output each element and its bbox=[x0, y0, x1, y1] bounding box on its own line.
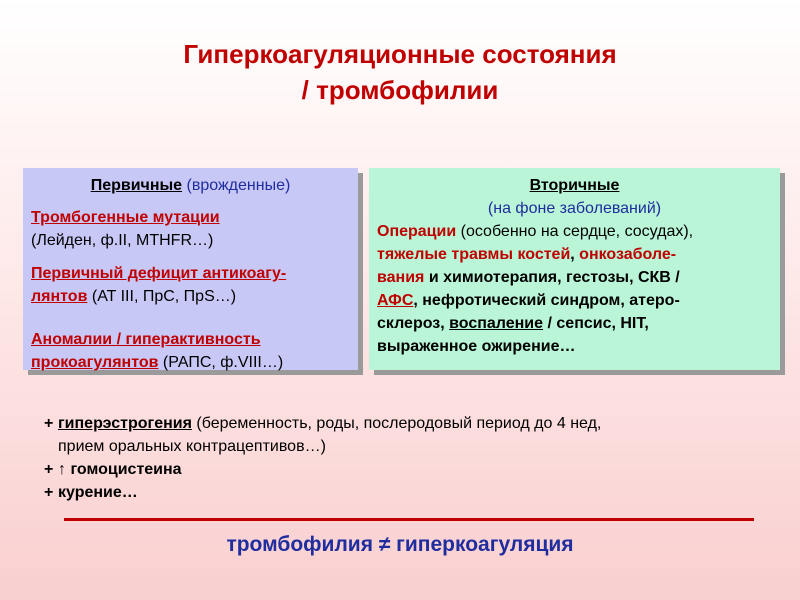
chemo-text: и химиотерапия, гестозы, СКВ / bbox=[428, 269, 680, 286]
hyperestrogenism-term: гиперэстрогения bbox=[58, 415, 192, 432]
afs-term: АФС bbox=[377, 292, 414, 309]
plus-icon: + bbox=[44, 484, 54, 501]
procoag-detail: (РАПС, ф.VIII…) bbox=[162, 354, 284, 371]
secondary-header bbox=[377, 174, 772, 220]
slide-title-line2: / тромбофилии bbox=[301, 75, 499, 105]
operations-term: Операции bbox=[377, 223, 457, 240]
additional-factors-list bbox=[44, 412, 784, 504]
secondary-line-1 bbox=[377, 220, 772, 243]
secondary-line-3 bbox=[377, 266, 772, 289]
primary-item-mutations bbox=[31, 206, 350, 252]
up-arrow-icon: ↑ bbox=[58, 461, 66, 478]
sepsis-text: / сепсис, HIT, bbox=[547, 315, 649, 332]
secondary-line-2: тяжелые травмы костей, онкозаболе- bbox=[377, 246, 677, 263]
sclerosis-text: склероз, bbox=[377, 315, 445, 332]
conclusion-statement: тромбофилия ≠ гиперкоагуляция bbox=[226, 533, 574, 556]
hyperestrogenism-detail: (беременность, роды, послеродовый период до 4 нед, bbox=[196, 415, 602, 432]
plus-icon: + bbox=[44, 415, 54, 432]
secondary-line-4 bbox=[377, 289, 772, 312]
secondary-heading-note: (на фоне заболеваний) bbox=[487, 200, 662, 217]
inflammation-term: воспаление bbox=[449, 315, 544, 332]
trauma-term: тяжелые травмы костей bbox=[377, 246, 571, 263]
secondary-line-6: выраженное ожирение… bbox=[377, 338, 576, 355]
hyperestrogenism-detail-line2: прием оральных контрацептивов…) bbox=[58, 438, 326, 455]
slide-title-line1: Гиперкоагуляционные состояния bbox=[183, 39, 617, 69]
secondary-line-5 bbox=[377, 312, 772, 335]
homocysteine-term: гомоцистеина bbox=[70, 461, 182, 478]
operations-note: (особенно на сердце, сосудах), bbox=[460, 223, 694, 240]
mutations-term: Тромбогенные мутации bbox=[31, 209, 220, 226]
mutations-detail: (Лейден, ф.II, MTHFR…) bbox=[31, 232, 214, 249]
oncology-term-line1: онкозаболе- bbox=[579, 246, 677, 263]
oncology-term-line2: вания bbox=[377, 269, 425, 286]
procoag-term-line1: Аномалии / гиперактивность bbox=[31, 331, 261, 348]
primary-header bbox=[31, 174, 350, 197]
secondary-box bbox=[369, 168, 780, 370]
bullet-hyperestrogenism bbox=[44, 412, 784, 435]
deficit-term-line1: Первичный дефицит антикоагу- bbox=[31, 265, 287, 282]
procoag-term-line2: прокоагулянтов bbox=[31, 354, 159, 371]
smoking-term: курение… bbox=[58, 484, 138, 501]
secondary-heading: Вторичные bbox=[529, 177, 620, 194]
deficit-term-line2: лянтов bbox=[31, 288, 88, 305]
divider-line bbox=[64, 518, 754, 521]
primary-item-procoagulants bbox=[31, 328, 350, 374]
primary-box bbox=[23, 168, 358, 370]
primary-item-anticoagulant-deficit bbox=[31, 262, 350, 308]
bullet-smoking bbox=[44, 481, 784, 504]
bullet-homocysteine bbox=[44, 458, 784, 481]
nephro-text: , нефротический синдром, атеро- bbox=[413, 292, 680, 309]
deficit-detail: (AT III, ПрС, ПрS…) bbox=[91, 288, 237, 305]
primary-heading: Первичные bbox=[90, 177, 183, 194]
plus-icon: + bbox=[44, 461, 54, 478]
primary-heading-note: (врожденные) bbox=[186, 177, 291, 194]
